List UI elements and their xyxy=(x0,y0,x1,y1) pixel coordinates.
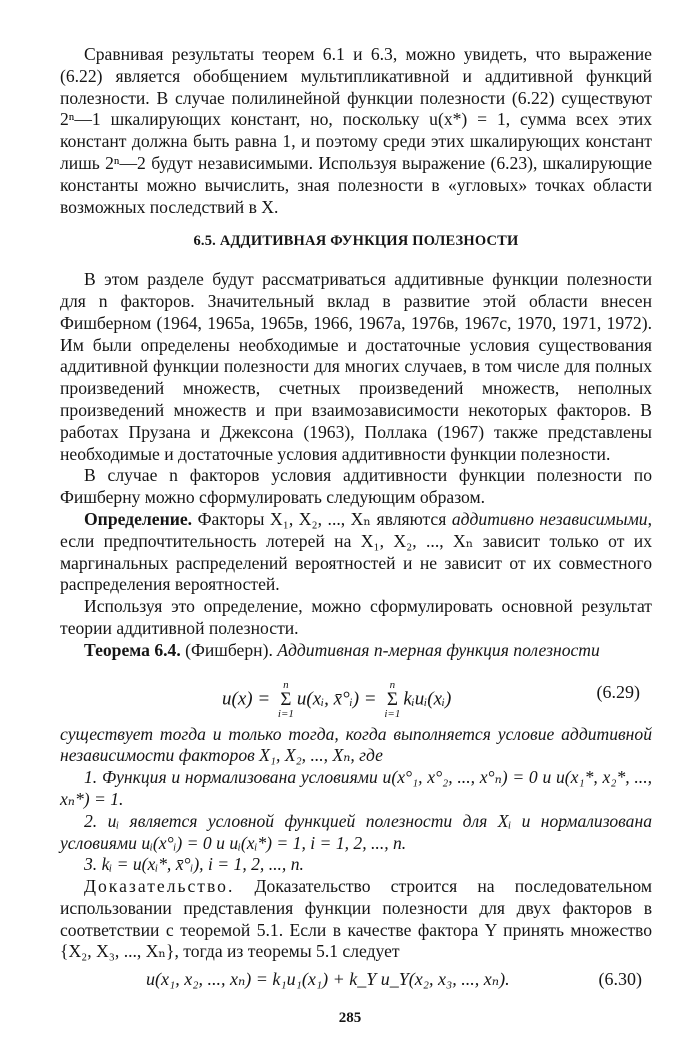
proof-label: Доказательство. xyxy=(84,876,235,897)
section-heading: 6.5. АДДИТИВНАЯ ФУНКЦИЯ ПОЛЕЗНОСТИ xyxy=(193,233,519,250)
definition-text-a: Факторы X₁, X₂, ..., Xₙ являются xyxy=(192,508,452,529)
sum-sigma: Σ xyxy=(386,688,398,710)
formula-6-29-rhs: kᵢuᵢ(xᵢ) xyxy=(403,687,452,709)
sum-upper-limit: n xyxy=(283,678,289,691)
definition-label: Определение. xyxy=(84,508,193,529)
theorem-text: Аддитивная n-мерная функция полезности xyxy=(277,639,600,660)
paragraph-intro: В этом разделе будут рассматриваться аддитивные функции полезности для n факторов. Значительный вклад в развитие этой области внесен Фишберном (1964, 1965а, 1965в, 1966, 1967а, 1976в, 1967с, 1970, 1971, 1972). Им были определены необходимые и достаточные условия существования аддитивной функции полезности для многих случаев, в том числе для полных произведений множеств, счетных произведений множеств, неполных произведений множеств и при взаимозависимости некоторых факторов. В работах Прузана и Джексона (1963), Поллака (1967) также представлены необходимые и достаточные условия аддитивности функции полезности. xyxy=(60,269,652,464)
formula-6-30 xyxy=(60,963,652,997)
condition-3: 3. kᵢ = u(xᵢ*, x̄°ᵢ), i = 1, 2, ..., n. xyxy=(84,854,304,875)
paragraph-comparison: Сравнивая результаты теорем 6.1 и 6.3, можно увидеть, что выражение (6.22) является обобщением мультипликативной и аддитивной функций полезности. В случае полилинейной функции полезности (6.22) существуют 2ⁿ—1 шкалирующих констант, но, поскольку u(x*) = 1, сумма всех этих констант должна быть равна 1, и поэтому среди этих шкалирующих констант лишь 2ⁿ—2 будут независимыми. Используя выражение (6.23), шкалирующие константы можно вычислить, зная полезности в «угловых» точках области возможных последствий в X. xyxy=(60,44,652,217)
formula-6-30-expression: u(x₁, x₂, ..., xₙ) = k₁u₁(x₁) + k_Y u_Y(x₂, x₃, ..., xₙ). xyxy=(146,969,510,990)
sum-lower-limit: i=1 xyxy=(384,707,401,720)
sum-lower-limit: i=1 xyxy=(277,707,294,720)
definition-paragraph xyxy=(60,509,652,596)
equation-number-6-30: (6.30) xyxy=(598,969,642,990)
formula-6-29-mid: u(xᵢ, x̄°ᵢ) = xyxy=(296,687,382,709)
paragraph-result: Используя это определение, можно сформулировать основной результат теории аддитивной полезности. xyxy=(60,596,652,638)
definition-term: аддитивно независимыми xyxy=(451,508,648,529)
definition-text-b: , если предпочтительность лотерей на X₁, X₂, ..., Xₙ зависит только от их маргинальных распределений вероятностей и не зависит от их совместного распределения вероятностей. xyxy=(60,508,652,595)
sum-upper-limit: n xyxy=(389,678,396,691)
theorem-paragraph xyxy=(60,640,652,662)
sum-symbol xyxy=(278,680,294,720)
condition-1: 1. Функция u нормализована условиями u(x°₁, x°₂, ..., x°ₙ) = 0 и u(x₁*, x₂*, ..., xₙ*) = 1. xyxy=(60,767,652,809)
sum-sigma: Σ xyxy=(280,688,292,710)
proof-text: Доказательство строится на последовательном использовании представления функции полезности для двух факторов в соответствии с теоремой 5.1. Если в качестве фактора Y принять множество {X₂, X₃, ..., Xₙ}, тогда из теоремы 5.1 следует xyxy=(60,876,652,962)
proof-paragraph xyxy=(60,876,652,963)
formula-6-29 xyxy=(60,662,652,724)
formula-6-29-expression xyxy=(222,680,451,720)
theorem-label: Теорема 6.4. xyxy=(84,639,181,660)
text-column xyxy=(60,44,652,997)
theorem-condition: существует тогда и только тогда, когда выполняется условие аддитивной независимости факторов X₁, X₂, ..., Xₙ, где xyxy=(60,723,652,766)
equation-number-6-29: (6.29) xyxy=(596,681,640,702)
sum-symbol xyxy=(384,680,400,720)
paragraph-fishburn-conditions: В случае n факторов условия аддитивности функции полезности по Фишберну можно сформулировать следующим образом. xyxy=(60,465,652,508)
condition-2: 2. uᵢ является условной функцией полезности для Xᵢ и нормализована условиями uᵢ(x°ᵢ) = 0 и uᵢ(xᵢ*) = 1, i = 1, 2, ..., n. xyxy=(60,810,652,853)
theorem-author: (Фишберн). xyxy=(180,639,278,660)
page-number: 285 xyxy=(338,1010,362,1026)
formula-6-29-lhs: u(x) = xyxy=(222,687,275,709)
